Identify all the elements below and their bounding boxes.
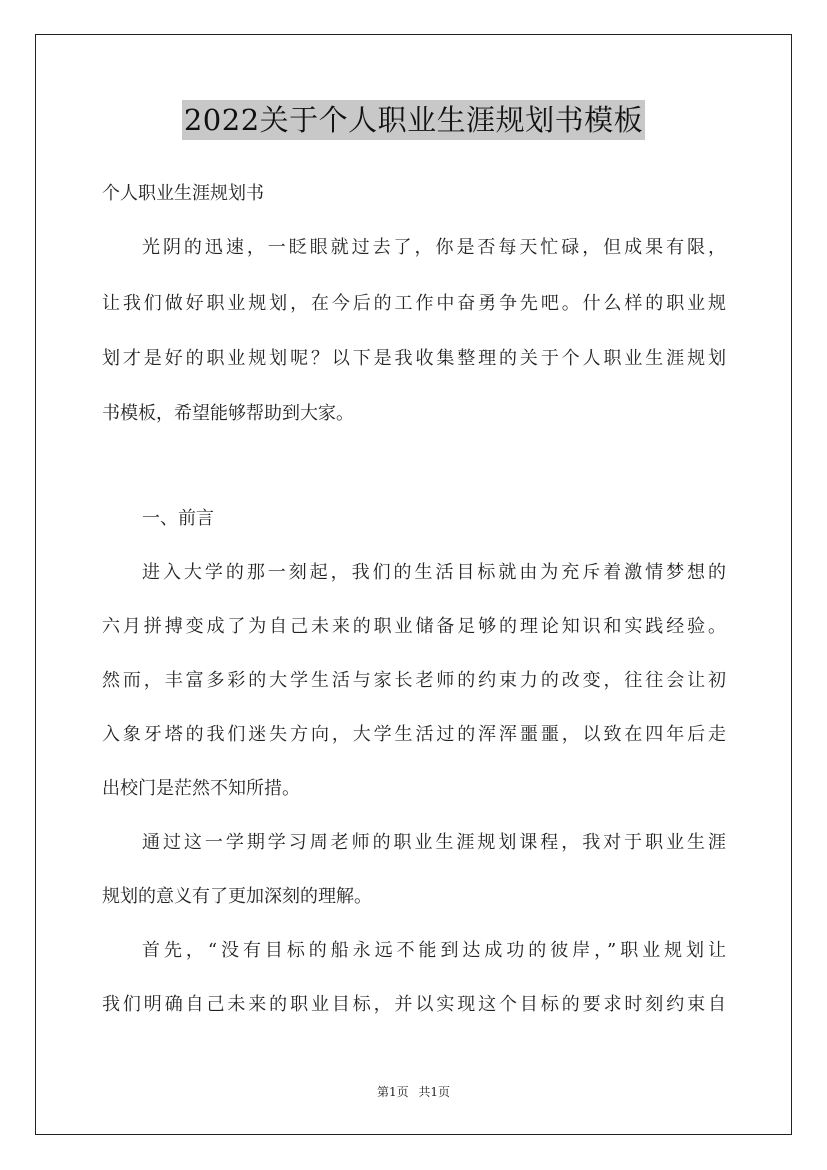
paragraph-line: 然而，丰富多彩的大学生活与家长老师的约束力的改变，往往会让初 bbox=[102, 670, 726, 691]
paragraph-line: 规划的意义有了更加深刻的理解。 bbox=[102, 886, 372, 907]
page-total: 共1页 bbox=[418, 1085, 451, 1099]
paragraph-line: 让我们做好职业规划，在今后的工作中奋勇争先吧。什么样的职业规 bbox=[102, 293, 726, 314]
paragraph-line: 进入大学的那一刻起，我们的生活目标就由为充斥着激情梦想的 bbox=[142, 562, 726, 583]
paragraph-preface bbox=[102, 554, 726, 808]
paragraph-first bbox=[102, 932, 726, 1024]
page-number: 第1页 bbox=[376, 1085, 409, 1099]
paragraph-line: 我们明确自己未来的职业目标，并以实现这个目标的要求时刻约束自 bbox=[102, 994, 726, 1015]
paragraph-line: 入象牙塔的我们迷失方向，大学生活过的浑浑噩噩，以致在四年后走 bbox=[102, 724, 726, 745]
subtitle-block bbox=[102, 175, 726, 213]
paragraph-line: 划才是好的职业规划呢？以下是我收集整理的关于个人职业生涯规划 bbox=[102, 348, 726, 369]
document-subtitle: 个人职业生涯规划书 bbox=[102, 183, 264, 204]
paragraph-line: 书模板，希望能够帮助到大家。 bbox=[102, 403, 354, 424]
title-container bbox=[0, 100, 827, 140]
paragraph-line: 光阴的迅速，一眨眼就过去了，你是否每天忙碌，但成果有限， bbox=[142, 237, 726, 258]
paragraph-line: 通过这一学期学习周老师的职业生涯规划课程，我对于职业生涯 bbox=[142, 832, 726, 853]
document-title: 2022关于个人职业生涯规划书模板 bbox=[182, 100, 645, 140]
page-footer bbox=[0, 1083, 827, 1100]
paragraph-line: 出校门是茫然不知所措。 bbox=[102, 778, 300, 799]
paragraph-course bbox=[102, 824, 726, 916]
section-heading: 一、前言 bbox=[142, 508, 214, 529]
paragraph-intro bbox=[102, 229, 726, 433]
section-heading-block bbox=[102, 500, 726, 538]
paragraph-line: 六月拼搏变成了为自己未来的职业储备足够的理论知识和实践经验。 bbox=[102, 616, 726, 637]
paragraph-line: 首先，“没有目标的船永远不能到达成功的彼岸，”职业规划让 bbox=[142, 940, 726, 961]
